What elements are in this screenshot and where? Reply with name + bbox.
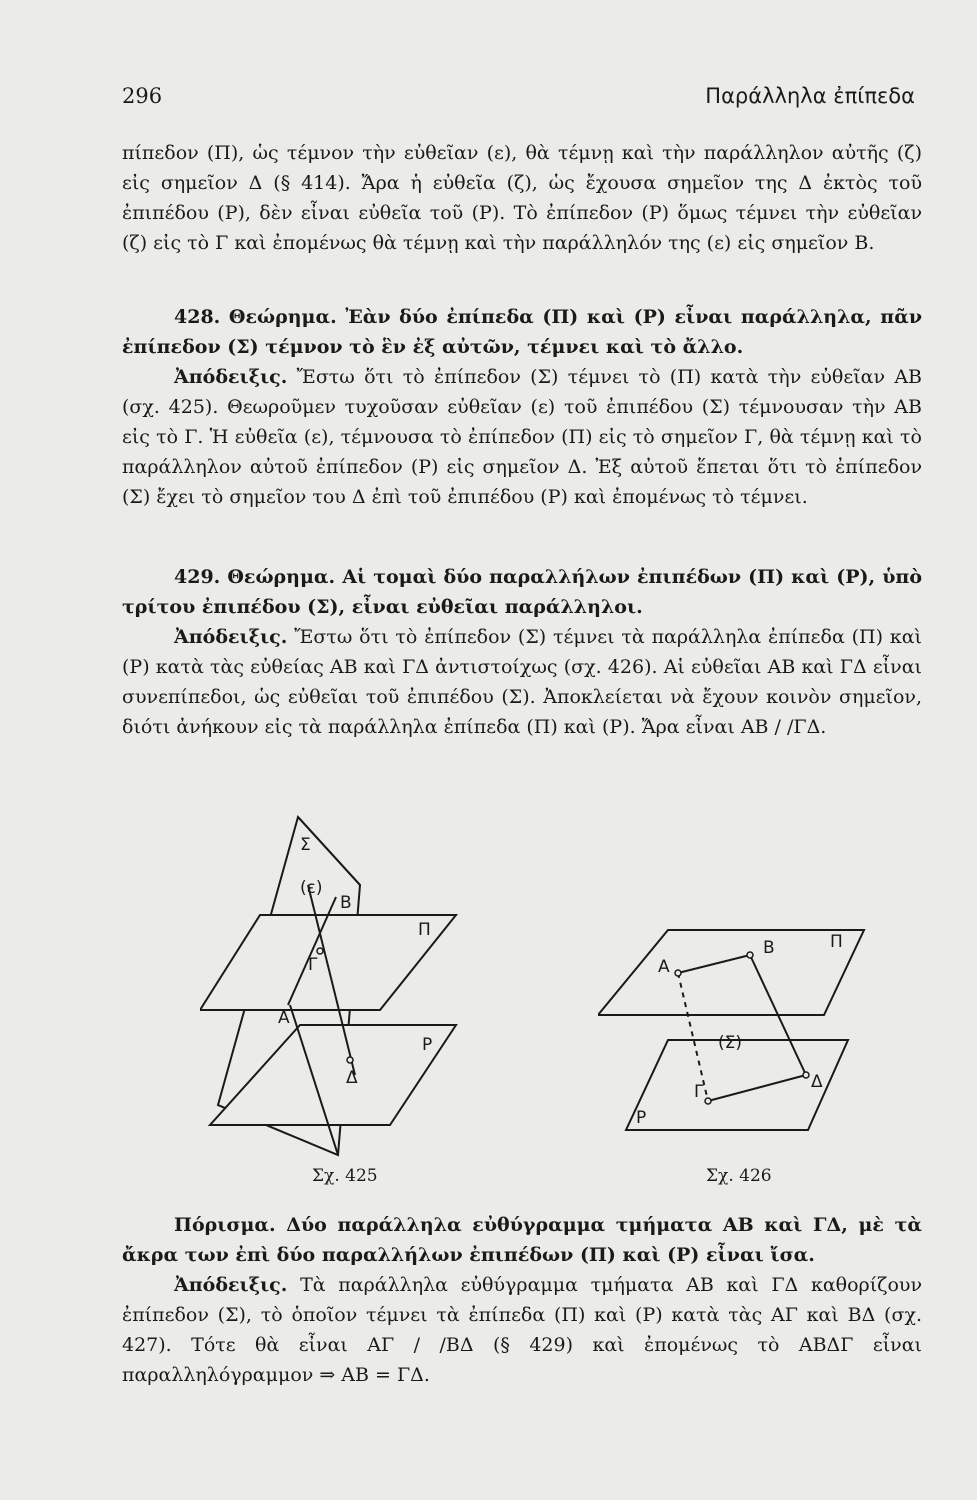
proof-label: Ἀπόδειξις. [174,366,288,388]
proof-text: Τὰ παράλληλα εὐθύγραμμα τμήματα ΑΒ καὶ ΓΔ καθορίζουν ἐπίπεδον (Σ), τὸ ὁποῖον τέμνει τὰ ἐπίπεδα (Π) καὶ (Ρ) κατὰ τὰς ΑΓ καὶ ΒΔ (σχ. 427). Τότε θὰ εἶναι ΑΓ / /ΒΔ (§ 429) καὶ ἐπομένως τὸ ΑΒΔΓ εἶναι παραλληλόγραμμον ⇒ ΑΒ = ΓΔ. [122,1274,922,1386]
label-sigma: Σ [300,835,311,855]
label-Delta: Δ [346,1068,358,1088]
plane-pi [598,930,864,1015]
proof-text: Ἔστω ὅτι τὸ ἐπίπεδον (Σ) τέμνει τὸ (Π) κατὰ τὴν εὐθεῖαν ΑΒ (σχ. 425). Θεωροῦμεν τυχοῦσαν εὐθεῖαν (ε) τοῦ ἐπιπέδου (Σ) τέμνουσαν τὴν ΑΒ εἰς τὸ Γ. Ἡ εὐθεῖα (ε), τέμνουσα τὸ ἐπίπεδον (Π) εἰς τὸ σημεῖον Γ, θὰ τέμνῃ καὶ τὸ παράλληλον αὐτοῦ ἐπίπεδον (Ρ) εἰς σημεῖον Δ. Ἐξ αὐτοῦ ἕπεται ὅτι τὸ ἐπίπεδον (Σ) ἔχει τὸ σημεῖον του Δ ἐπὶ τοῦ ἐπιπέδου (Ρ) καὶ ἐπομένως τὸ τέμνει. [122,366,923,508]
label-sigma: (Σ) [718,1033,743,1053]
label-Rho: Ρ [422,1035,433,1055]
theorem-428 [122,302,922,512]
point-Delta [347,1057,353,1063]
theorem-428-statement: 428. Θεώρημα. Ἐὰν δύο ἐπίπεδα (Π) καὶ (Ρ) εἶναι παράλληλα, πᾶν ἐπίπεδον (Σ) τέμνον τὸ ἓν ἐξ αὐτῶν, τέμνει καὶ τὸ ἄλλο. [122,306,922,358]
label-epsilon: (ε) [300,878,323,898]
figure-425-drawing [200,805,470,1165]
label-Pi: Π [418,920,431,940]
intro-paragraph [122,138,922,258]
point-Gamma [705,1098,711,1104]
label-B: Β [763,938,775,958]
intro-text: πίπεδον (Π), ὡς τέμνον τὴν εὐθεῖαν (ε), θὰ τέμνῃ καὶ τὴν παράλληλον αὐτῆς (ζ) εἰς σημεῖον Δ (§ 414). Ἄρα ἡ εὐθεῖα (ζ), ὡς ἔχουσα σημεῖον της Δ ἐκτὸς τοῦ ἐπιπέδου (Ρ), δὲν εἶναι εὐθεῖα τοῦ (Ρ). Τὸ ἐπίπεδον (Ρ) ὅμως τέμνει τὴν εὐθεῖαν (ζ) εἰς τὸ Γ καὶ ἐπομένως θὰ τέμνῃ καὶ τὴν παράλληλόν της (ε) εἰς σημεῖον Β. [122,142,922,254]
proof-label: Ἀπόδειξις. [174,626,288,648]
corollary-statement: Πόρισμα. Δύο παράλληλα εὐθύγραμμα τμήματα ΑΒ καὶ ΓΔ, μὲ τὰ ἄκρα των ἐπὶ δύο παραλλήλων ἐπιπέδων (Π) καὶ (Ρ) εἶναι ἴσα. [122,1214,922,1266]
sigma-left-edge [678,973,708,1101]
label-A: Α [658,957,670,977]
line-AB [678,955,750,973]
label-Gamma: Γ [308,955,318,975]
corollary-proof [122,1270,922,1390]
theorem-428-proof [122,362,922,512]
point-B [747,952,753,958]
figure-426 [598,905,878,1135]
label-Delta: Δ [811,1072,823,1092]
figure-426-drawing [598,905,878,1135]
figure-425 [200,805,470,1165]
point-Gamma [317,948,323,954]
proof-label: Ἀπόδειξις. [174,1274,288,1296]
label-Rho: Ρ [636,1108,647,1128]
running-title: Παράλληλα ἐπίπεδα [705,84,915,108]
page-number: 296 [122,84,163,108]
figure-425-caption: Σχ. 425 [312,1166,378,1186]
label-B: Β [340,893,352,913]
point-A [675,970,681,976]
label-Gamma: Γ [694,1082,704,1102]
theorem-429 [122,562,922,742]
corollary [122,1210,922,1390]
proof-text: Ἔστω ὅτι τὸ ἐπίπεδον (Σ) τέμνει τὰ παράλληλα ἐπίπεδα (Π) καὶ (Ρ) κατὰ τὰς εὐθείας ΑΒ καὶ ΓΔ ἀντιστοίχως (σχ. 426). Αἱ εὐθεῖαι ΑΒ καὶ ΓΔ εἶναι συνεπίπεδοι, ὡς εὐθεῖαι τοῦ ἐπιπέδου (Σ). Ἀποκλείεται νὰ ἔχουν κοινὸν σημεῖον, διότι ἀνήκουν εἰς τὰ παράλληλα ἐπίπεδα (Π) καὶ (Ρ). Ἄρα εἶναι ΑΒ / /ΓΔ. [122,626,923,738]
plane-rho [210,1025,456,1125]
theorem-429-statement: 429. Θεώρημα. Αἱ τομαὶ δύο παραλλήλων ἐπιπέδων (Π) καὶ (Ρ), ὑπὸ τρίτου ἐπιπέδου (Σ), εἶναι εὐθεῖαι παράλληλοι. [122,566,922,618]
theorem-429-proof [122,622,922,742]
label-Pi: Π [830,932,843,952]
label-A: Α [278,1008,290,1028]
figure-426-caption: Σχ. 426 [706,1166,772,1186]
point-Delta [803,1072,809,1078]
line-GammaDelta [708,1075,806,1101]
